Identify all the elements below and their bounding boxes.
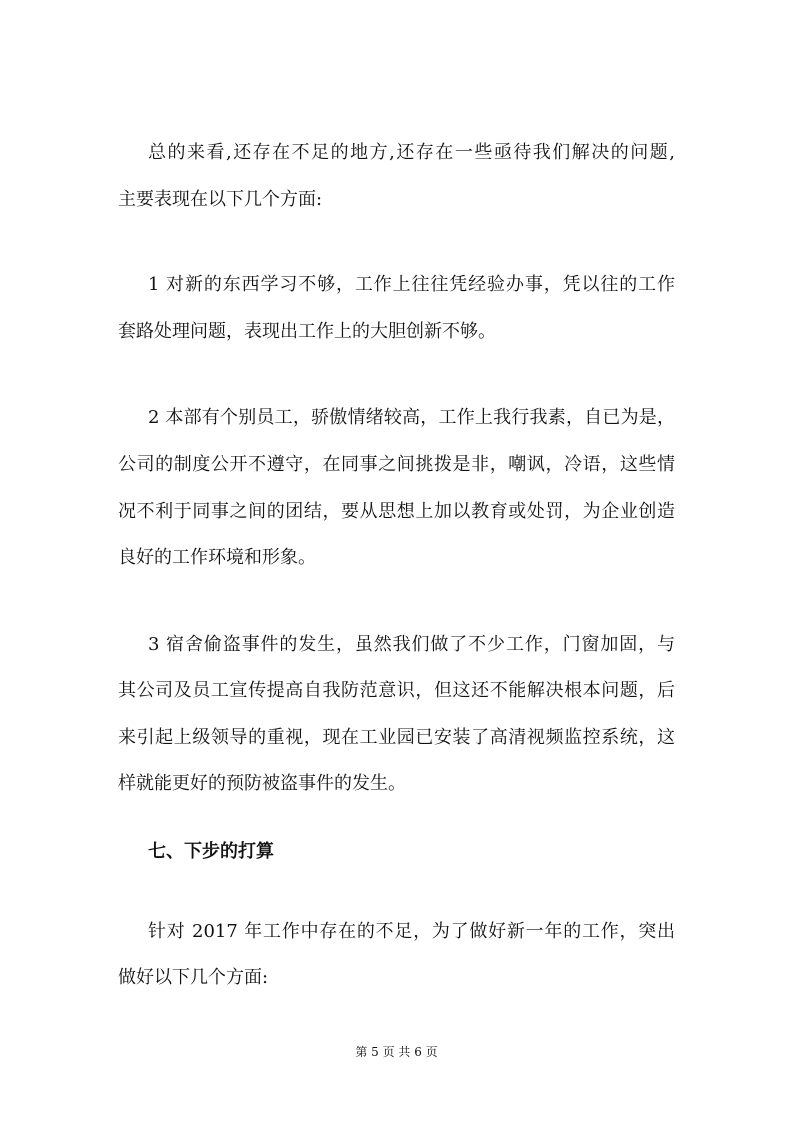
text-line: 样就能更好的预防被盗事件的发生。	[118, 773, 406, 794]
text-line: 来引起上级领导的重视，现在工业园已安装了高清视频监控系统，这	[118, 727, 675, 748]
page-number-footer: 第 5 页 共 6 页	[355, 1045, 438, 1059]
text-line: 针对 2017 年工作中存在的不足，为了做好新一年的工作，突出	[148, 921, 675, 942]
text-line: 公司的制度公开不遵守，在同事之间挑拨是非，嘲讽，冷语，这些情	[118, 454, 675, 475]
text-line: 总的来看,还存在不足的地方,还存在一些亟待我们解决的问题,	[148, 142, 675, 163]
text-line: 良好的工作环境和形象。	[118, 547, 316, 568]
text-line: 其公司及员工宣传提高自我防范意识，但这还不能解决根本问题，后	[118, 680, 675, 701]
text-line: 况不利于同事之间的团结，要从思想上加以教育或处罚，为企业创造	[118, 501, 675, 522]
text-line: 1 对新的东西学习不够，工作上往往凭经验办事，凭以往的工作	[148, 274, 675, 295]
text-line: 主要表现在以下几个方面:	[118, 189, 323, 210]
text-line: 套路处理问题，表现出工作上的大胆创新不够。	[118, 321, 496, 342]
text-line: 3 宿舍偷盗事件的发生，虽然我们做了不少工作，门窗加固，与	[148, 634, 675, 655]
text-line: 2 本部有个别员工，骄傲情绪较高，工作上我行我素，自已为是，	[148, 407, 675, 428]
text-line: 做好以下几个方面:	[118, 967, 269, 988]
section-heading: 七、下步的打算	[148, 841, 274, 862]
